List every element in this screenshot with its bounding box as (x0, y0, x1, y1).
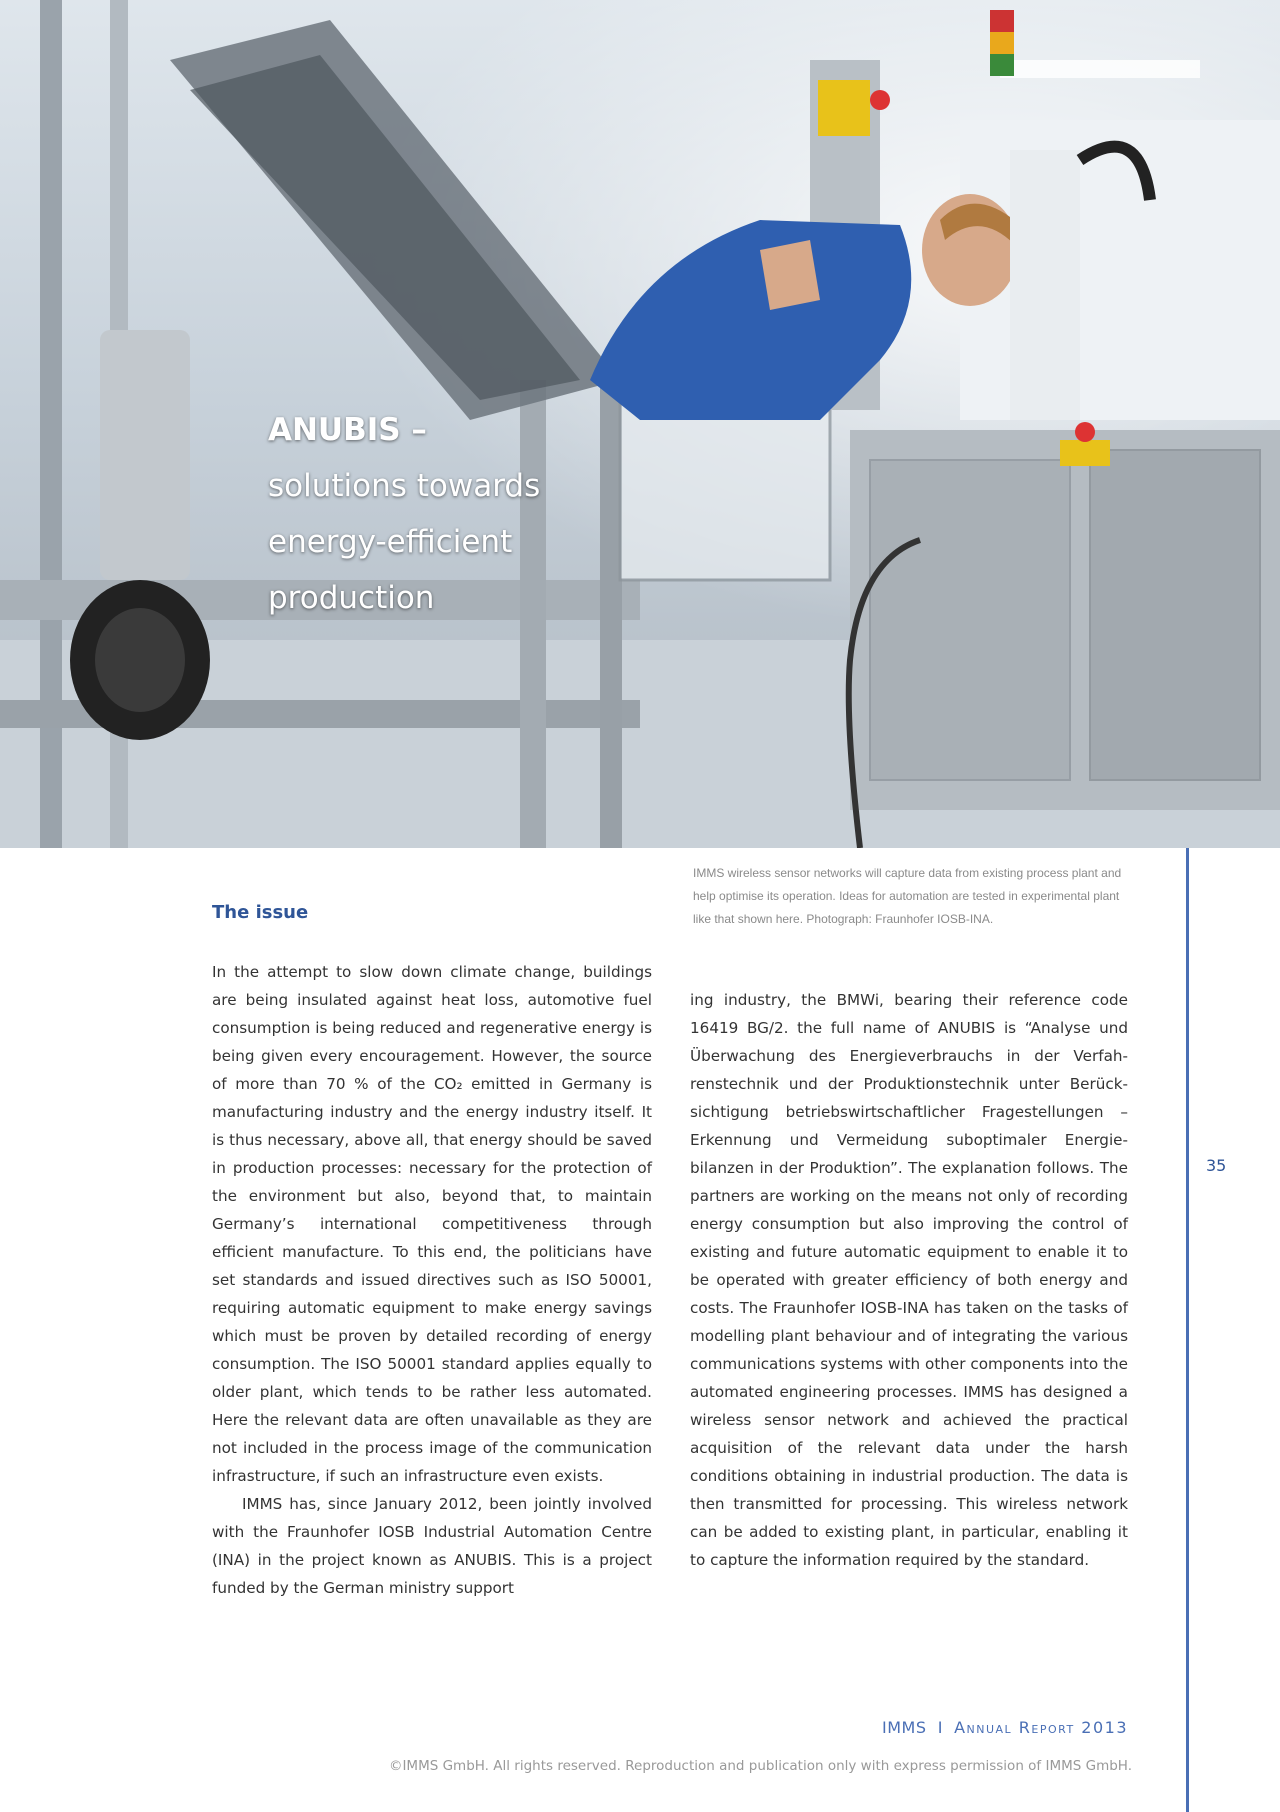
paragraph: ing industry, the BMWi, bearing their reference code 16419 BG/2. the full name of ANUBIS is “Analyse und Überwachung des Energieverbrauchs in der Verfahrenstechnik und der Produktionstechnik unter Berücksichtigung betriebswirtschaftlicher Fragestellungen – Erkennung und Vermeidung suboptimaler Energiebilanzen in der Produktion”. The explanation follows. The partners are working on the means not only of recording energy consumption but also improving the control of existing and future automatic equipment to enable it to be operated with greater efficiency of both energy and costs. The Fraunhofer IOSB-INA has taken on the tasks of modelling plant behaviour and of integrating the various communications systems with other components into the automated engineering processes. IMMS has designed a wireless sensor network and achieved the practical acquisition of the relevant data under the harsh conditions obtaining in industrial production. The data is then transmitted for processing. This wireless network can be added to existing plant, in particular, enabling it to capture the information required by the standard. (690, 991, 1128, 1569)
margin-rule (1186, 848, 1189, 1812)
title-line-2: solutions towards (268, 468, 541, 504)
title-line-1: ANUBIS – (268, 412, 427, 448)
title-line-3: energy-efficient (268, 524, 513, 560)
title-line-4: production (268, 580, 435, 616)
copyright-notice: ©IMMS GmbH. All rights reserved. Reproduction and publication only with express permission of IMMS GmbH. (388, 1758, 1132, 1774)
right-column (690, 986, 1128, 1574)
article-title (268, 402, 598, 626)
footer-report-title: Annual Report 2013 (954, 1718, 1128, 1737)
section-heading: The issue (212, 902, 309, 923)
footer-org: IMMS (882, 1718, 927, 1737)
footer-separator: I (937, 1718, 943, 1737)
photo-caption: IMMS wireless sensor networks will capture data from existing process plant and help optimise its operation. Ideas for automation are tested in experimental plant like that shown here. Photograph: Fraunhofer IOSB-INA. (693, 866, 1122, 926)
left-column (212, 958, 652, 1602)
paragraph: IMMS has, since January 2012, been jointly involved with the Fraunhofer IOSB Industrial Automation Centre (INA) in the project known as ANUBIS. This is a project funded by the German ministry support (212, 1495, 652, 1597)
page-number: 35 (1206, 1156, 1227, 1175)
paragraph: In the attempt to slow down climate change, buildings are being insulated against heat loss, automotive fuel consumption is being reduced and regenerative energy is being given every encouragement. However, the source of more than 70 % of the CO₂ emitted in Germany is manufacturing industry and the energy industry itself. It is thus necessary, above all, that energy should be saved in production processes: necessary for the protection of the environment but also, beyond that, to maintain Germany’s international competitiveness through efficient manufacture. To this end, the politicians have set standards and issued directives such as ISO 50001, requiring automatic equipment to make energy savings which must be proven by detailed recording of energy consumption. The ISO 50001 standard applies equally to older plant, which tends to be rather less automated. Here the relevant data are often unavailable as they are not included in the process image of the communication infrastructure, if such an infrastructure even exists. (212, 963, 652, 1485)
footer-report (882, 1718, 1128, 1737)
hero-photo (0, 0, 1280, 848)
lab-scene-illustration (0, 0, 1280, 848)
